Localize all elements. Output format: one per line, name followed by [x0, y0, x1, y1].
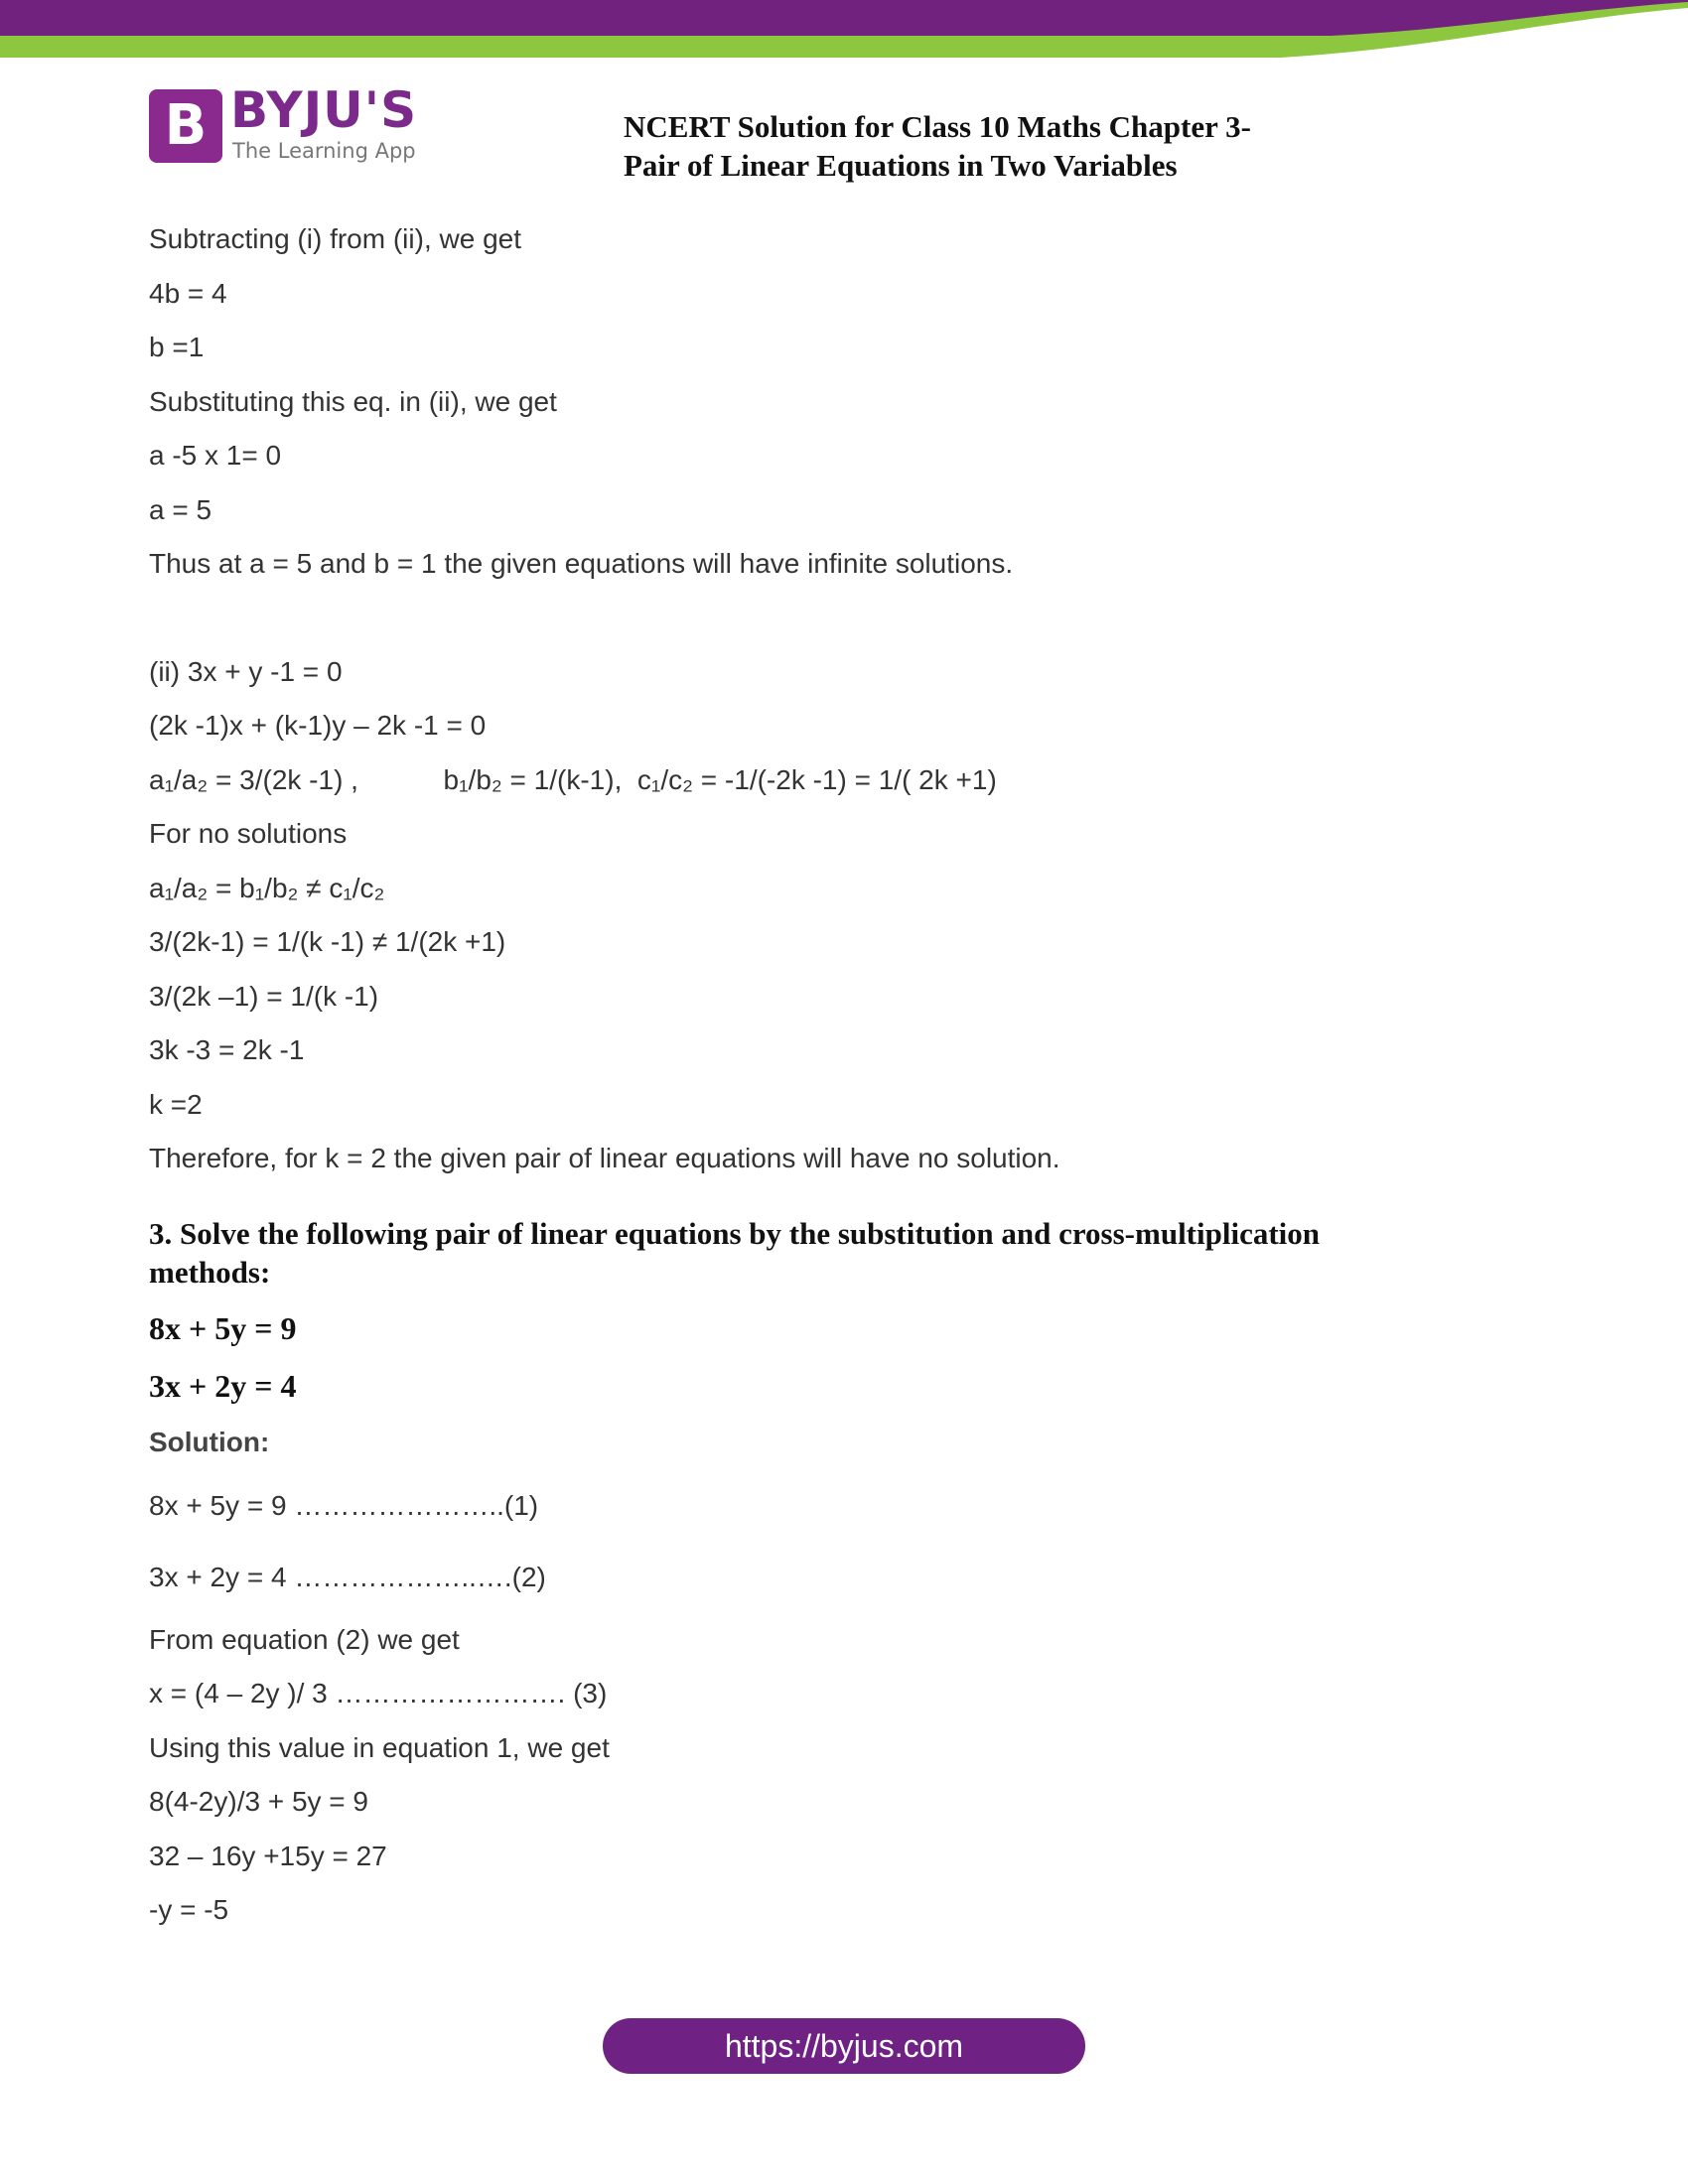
- equation-line: -y = -5: [149, 1894, 229, 1925]
- equation-line: k =2: [149, 1088, 203, 1120]
- equation-line: 3k -3 = 2k -1: [149, 1034, 305, 1065]
- text-line: For no solutions: [149, 818, 348, 849]
- equation-line: 3/(2k-1) = 1/(k -1) ≠ 1/(2k +1): [149, 926, 506, 957]
- page-header: [149, 81, 1539, 197]
- equation-line: b =1: [149, 332, 205, 362]
- part1-section: [149, 212, 1460, 592]
- document-body: [149, 212, 1460, 1938]
- question-title-line2: methods:: [149, 1254, 271, 1290]
- conclusion-line: Thus at a = 5 and b = 1 the given equations will have infinite solutions.: [149, 548, 1014, 579]
- part2-section: [149, 645, 1460, 1186]
- footer-url-link[interactable]: https://byjus.com: [603, 2018, 1085, 2074]
- document-title: [624, 107, 1418, 185]
- text-line: From equation (2) we get: [149, 1623, 460, 1655]
- question3-section: [149, 1214, 1460, 1938]
- question-equation: 3x + 2y = 4: [149, 1367, 297, 1404]
- equation-line: a -5 x 1= 0: [149, 440, 282, 471]
- top-banner: [0, 0, 1688, 60]
- equation-line: x = (4 – 2y )/ 3 ……………………. (3): [149, 1678, 608, 1708]
- question-title: [149, 1214, 1460, 1292]
- document-title-line2: Pair of Linear Equations in Two Variables: [624, 148, 1178, 183]
- solution-label: Solution:: [149, 1426, 270, 1457]
- equation-line: 3x + 2y = 4 ………………..….(2): [149, 1561, 546, 1592]
- text-line: Using this value in equation 1, we get: [149, 1731, 610, 1763]
- ratio-line: a₁/a₂ = 3/(2k -1) , b₁/b₂ = 1/(k-1), c₁/c₂ = -1/(-2k -1) = 1/( 2k +1): [149, 763, 997, 795]
- logo-tagline: The Learning App: [232, 139, 416, 163]
- question-title-line1: 3. Solve the following pair of linear equations by the substitution and cross-multiplication: [149, 1215, 1321, 1251]
- logo-mark: B: [149, 89, 222, 163]
- equation-line: 32 – 16y +15y = 27: [149, 1840, 387, 1871]
- text-line: Substituting this eq. in (ii), we get: [149, 385, 557, 417]
- equation-line: a₁/a₂ = b₁/b₂ ≠ c₁/c₂: [149, 872, 385, 903]
- logo-wordmark: BYJU'S: [230, 81, 418, 139]
- equation-line: (ii) 3x + y -1 = 0: [149, 655, 343, 687]
- equation-line: a = 5: [149, 493, 212, 525]
- equation-line: (2k -1)x + (k-1)y – 2k -1 = 0: [149, 710, 487, 741]
- equation-line: 3/(2k –1) = 1/(k -1): [149, 980, 379, 1012]
- text-line: Subtracting (i) from (ii), we get: [149, 223, 521, 254]
- question-equation: 8x + 5y = 9: [149, 1309, 297, 1346]
- document-title-line1: NCERT Solution for Class 10 Maths Chapter 3-: [624, 109, 1251, 144]
- equation-line: 4b = 4: [149, 277, 227, 309]
- equation-line: 8(4-2y)/3 + 5y = 9: [149, 1786, 369, 1817]
- equation-line: 8x + 5y = 9 …………………..(1): [149, 1489, 539, 1521]
- conclusion-line: Therefore, for k = 2 the given pair of linear equations will have no solution.: [149, 1143, 1060, 1173]
- byjus-logo[interactable]: [149, 81, 437, 167]
